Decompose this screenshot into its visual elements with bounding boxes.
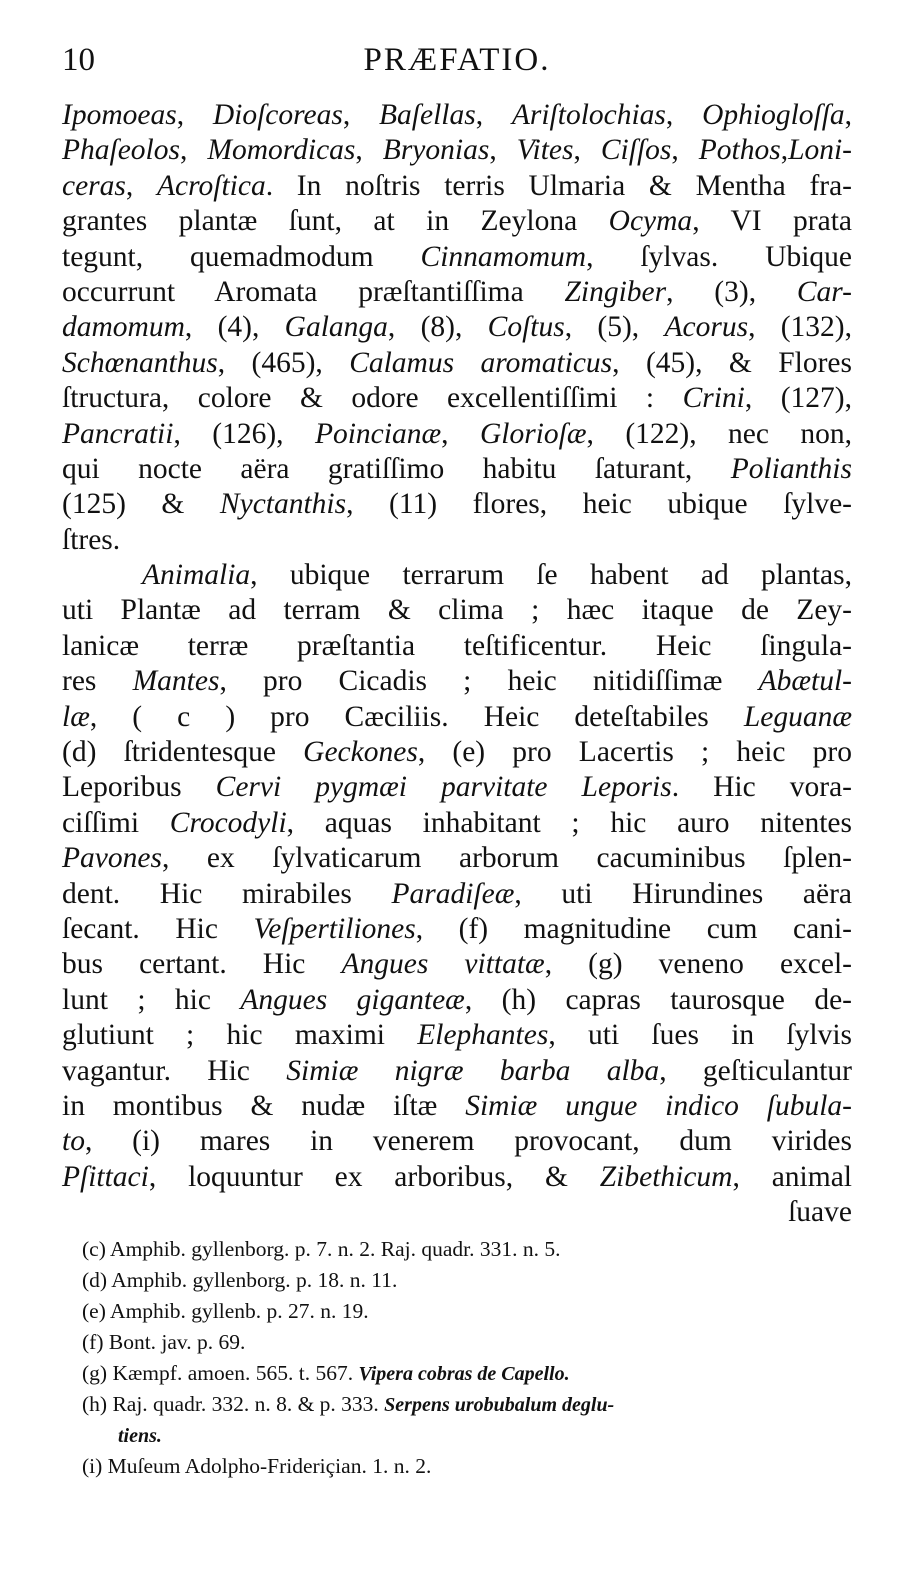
text-line-23 — [62, 877, 852, 912]
italic-term: Abætul- — [758, 665, 852, 698]
text-run: , aquas inhabitant ; hic auro nitentes — [286, 806, 852, 839]
text-run: , — [780, 134, 789, 167]
italic-term: Zingiber — [564, 275, 667, 308]
text-run: , loquuntur ex arboribus, & — [148, 1160, 600, 1193]
text-line-16 — [62, 629, 852, 664]
text-run: , (126), — [173, 417, 315, 450]
text-run: res — [62, 665, 133, 698]
text-line-10 — [62, 417, 852, 452]
body-text — [62, 98, 852, 1231]
text-line-1 — [62, 98, 852, 133]
italic-term: Ocyma — [608, 205, 693, 238]
text-run: , — [665, 99, 703, 131]
italic-term: Mantes — [132, 665, 220, 698]
text-run: in montibus & nudæ iſtæ — [62, 1089, 466, 1122]
text-run: (d) ſtridentesque — [62, 736, 304, 769]
text-run: , (i) mares in venerem provocant, dum virides — [84, 1125, 852, 1158]
text-line-21 — [62, 806, 852, 841]
footnote-4 — [82, 1327, 822, 1358]
text-line-5 — [62, 240, 852, 275]
page-header — [62, 42, 852, 92]
text-run: . In noſtris terris Ulmaria & Mentha fra- — [265, 169, 853, 202]
text-run: , — [489, 134, 517, 167]
text-run: , (132), — [748, 311, 853, 344]
text-run: , (11) flores, heic ubique ſylve- — [346, 488, 853, 521]
text-run: , pro Cicadis ; heic nitidiſſimæ — [219, 665, 759, 698]
text-run: (d) Amphib. gyllenborg. p. 18. n. 11. — [82, 1268, 398, 1292]
text-run: ſuave — [788, 1196, 852, 1229]
text-run: , (122), nec non, — [586, 417, 853, 450]
text-line-30 — [62, 1124, 852, 1159]
text-run: tegunt, quemadmodum — [62, 240, 421, 273]
italic-term: Pſittaci — [62, 1160, 149, 1193]
text-run: , — [355, 134, 383, 167]
italic-term: Veſpertiliones — [253, 912, 416, 945]
italic-term: Pothos — [698, 134, 781, 167]
italic-term: Schœnanthus — [62, 346, 218, 379]
footnote-8 — [82, 1451, 822, 1482]
italic-term: Paradiſeæ — [391, 877, 515, 910]
italic-term: Ciſſos — [600, 134, 672, 167]
italic-term: Crini — [682, 382, 745, 415]
text-line-24 — [62, 912, 852, 947]
italic-term: Poincianæ — [314, 417, 442, 450]
text-run: ſecant. Hic — [62, 912, 254, 945]
text-run: grantes plantæ ſunt, at in Zeylona — [62, 205, 609, 238]
italic-term: Baſellas — [379, 99, 476, 131]
text-line-6 — [62, 275, 852, 310]
italic-term: Galanga — [284, 311, 388, 344]
footnote-3 — [82, 1296, 822, 1327]
text-run: qui nocte aëra gratiſſimo habitu ſaturant, — [62, 452, 731, 485]
text-run: , (127), — [744, 382, 852, 415]
text-run: . Hic vora- — [671, 771, 852, 804]
text-run: uti Plantæ ad terram & clima ; hæc itaque de Zey- — [62, 594, 852, 627]
text-line-13 — [62, 523, 852, 558]
italic-term: Zibethicum — [599, 1160, 733, 1193]
text-line-18 — [62, 700, 852, 735]
footnote-2 — [82, 1265, 822, 1296]
italic-term: Geckones — [303, 736, 418, 769]
italic-term: Leguanæ — [743, 700, 852, 733]
text-run: ſtructura, colore & odore excellentiſſimi : — [62, 382, 683, 415]
text-line-32 — [62, 1195, 852, 1230]
text-run: , ſylvas. Ubique — [586, 240, 852, 273]
text-line-25 — [62, 947, 852, 982]
text-run: Leporibus — [62, 771, 216, 804]
italic-term: læ — [62, 700, 90, 733]
text-line-8 — [62, 346, 852, 381]
italic-term: Cervi pygmæi parvitate Leporis — [215, 771, 672, 804]
text-line-4 — [62, 204, 852, 239]
italic-term: Angues giganteæ — [240, 983, 465, 1016]
text-run: , uti ſues in ſylvis — [548, 1019, 852, 1052]
text-run: , (g) veneno excel- — [544, 948, 852, 981]
text-run: , (4), — [184, 311, 285, 344]
italic-term: Serpens urobubalum deglu- — [384, 1394, 615, 1416]
text-run: lanicæ terræ præſtantia teſtificentur. Heic ſingula- — [62, 629, 852, 662]
italic-term: Vipera cobras de Capello. — [358, 1363, 570, 1385]
italic-term: Momordicas — [207, 134, 356, 167]
text-run: , — [475, 99, 512, 131]
text-line-26 — [62, 983, 852, 1018]
text-run: , (465), — [217, 346, 350, 379]
text-run: (c) Amphib. gyllenborg. p. 7. n. 2. Raj. quadr. 331. n. 5. — [82, 1237, 561, 1261]
running-title: PRÆFATIO. — [363, 42, 551, 78]
text-run: , — [342, 99, 380, 131]
text-line-7 — [62, 310, 852, 345]
italic-term: to — [62, 1125, 85, 1158]
text-run: , (f) magnitudine cum cani- — [415, 912, 852, 945]
text-run: ſtres. — [62, 523, 121, 556]
italic-term: Nyctanthis — [219, 488, 347, 521]
text-run: glutiunt ; hic maximi — [62, 1019, 418, 1052]
italic-term: Simiæ nigræ barba alba — [286, 1054, 660, 1087]
italic-term: Dioſcoreas — [212, 99, 343, 131]
italic-term: Glorioſæ — [479, 417, 587, 450]
text-run: ciſſimi — [62, 806, 170, 839]
text-line-11 — [62, 452, 852, 487]
text-run: bus certant. Hic — [62, 948, 342, 981]
text-run: , geſticulantur — [659, 1054, 852, 1087]
footnote-7 — [82, 1420, 822, 1451]
text-line-9 — [62, 381, 852, 416]
text-run: , VI prata — [692, 205, 852, 238]
text-run: lunt ; hic — [62, 983, 241, 1016]
text-run: , (5), — [564, 311, 665, 344]
italic-term: Vites — [516, 134, 574, 167]
italic-term: damomum — [62, 311, 185, 344]
italic-term: ceras — [62, 169, 126, 202]
text-line-20 — [62, 770, 852, 805]
text-run: occurrunt Aromata præſtantiſſima — [62, 275, 565, 308]
italic-term: Animalia — [142, 559, 251, 592]
text-line-3 — [62, 169, 852, 204]
italic-term: Elephantes — [417, 1019, 549, 1052]
italic-term: Ipomoeas — [62, 99, 177, 131]
text-run: vagantur. Hic — [62, 1054, 287, 1087]
italic-term: Car- — [796, 275, 852, 308]
text-run: , (3), — [666, 275, 797, 308]
text-line-27 — [62, 1018, 852, 1053]
text-run: , — [176, 99, 213, 131]
italic-term: Coſtus — [487, 311, 565, 344]
page-number: 10 — [62, 42, 95, 78]
italic-term: Phaſeolos — [62, 134, 180, 167]
italic-term: Calamus aromaticus — [349, 346, 613, 379]
text-run: , — [125, 169, 158, 202]
text-run: (g) Kæmpf. amoen. 565. t. 567. — [82, 1361, 359, 1385]
italic-term: Loni- — [788, 134, 853, 167]
text-run: (e) Amphib. gyllenb. p. 27. n. 19. — [82, 1299, 369, 1323]
italic-term: Simiæ ungue indico ſubula- — [465, 1089, 852, 1122]
italic-term: Acorus — [664, 311, 749, 344]
text-run: , — [180, 134, 208, 167]
italic-term: Acroſtica — [157, 169, 266, 202]
italic-term: Pancratii — [62, 417, 174, 450]
text-line-28 — [62, 1054, 852, 1089]
text-line-2 — [62, 133, 852, 168]
text-run: , (h) capras taurosque de- — [464, 983, 852, 1016]
text-run: , animal — [732, 1160, 852, 1193]
text-line-15 — [62, 593, 852, 628]
italic-term: tiens. — [118, 1425, 162, 1447]
text-run: (f) Bont. jav. p. 69. — [82, 1330, 246, 1354]
italic-term: Ariſtolochias — [511, 99, 666, 131]
text-run: (i) Muſeum Adolpho-Frideriçian. 1. n. 2. — [82, 1454, 432, 1478]
italic-term: Cinnamomum — [420, 240, 587, 273]
text-run: , (45), & Flores — [612, 346, 853, 379]
text-run: (125) & — [62, 488, 220, 521]
footnotes — [82, 1234, 822, 1482]
text-line-22 — [62, 841, 852, 876]
text-run: (h) Raj. quadr. 332. n. 8. & p. 333. — [82, 1392, 385, 1416]
text-run: , (e) pro Lacertis ; heic pro — [417, 736, 852, 769]
italic-term: Crocodyli — [169, 806, 287, 839]
text-run: , — [844, 99, 853, 131]
text-line-14 — [62, 558, 852, 593]
italic-term: Pavones — [62, 842, 162, 875]
text-line-31 — [62, 1160, 852, 1195]
text-run: , uti Hirundines aëra — [514, 877, 852, 910]
footnote-6 — [82, 1389, 822, 1420]
italic-term: Bryonias — [382, 134, 490, 167]
text-run: , — [441, 417, 480, 450]
text-line-19 — [62, 735, 852, 770]
footnote-1 — [82, 1234, 822, 1265]
text-run: , — [671, 134, 699, 167]
italic-term: Angues vittatæ — [341, 948, 545, 981]
text-run: , ubique terrarum ſe habent ad plantas, — [250, 559, 852, 592]
italic-term: Ophiogloſſa — [702, 99, 845, 131]
text-run: , — [573, 134, 601, 167]
text-line-12 — [62, 487, 852, 522]
text-line-29 — [62, 1089, 852, 1124]
text-run: dent. Hic mirabiles — [62, 877, 392, 910]
text-line-17 — [62, 664, 852, 699]
text-run: , (8), — [387, 311, 488, 344]
italic-term: Polianthis — [730, 452, 852, 485]
footnote-5 — [82, 1358, 822, 1389]
text-run: , ( c ) pro Cæciliis. Heic deteſtabiles — [89, 700, 744, 733]
text-run: , ex ſylvaticarum arborum cacuminibus ſplen- — [161, 842, 852, 875]
